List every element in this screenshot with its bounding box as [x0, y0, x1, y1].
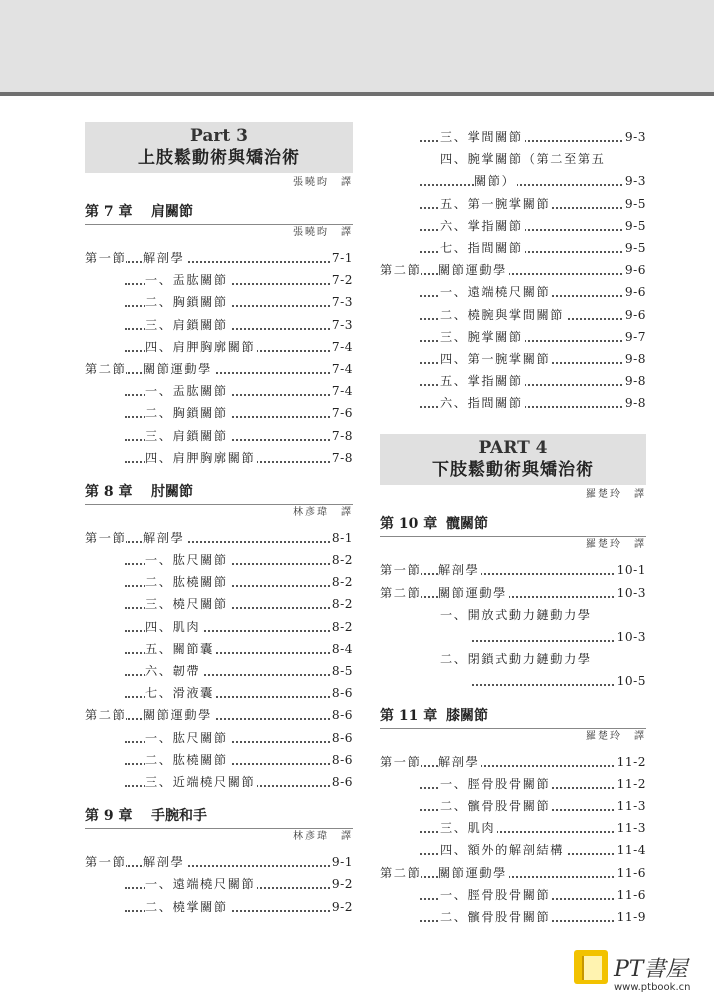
chapter-heading[interactable]	[85, 805, 353, 829]
toc-item[interactable]	[85, 336, 353, 358]
item-title: 四、肩胛胸廓關節	[145, 336, 257, 358]
item-title: 四、額外的解剖結構	[440, 839, 566, 861]
item-title: 六、掌指關節	[440, 215, 525, 237]
page-number: 9-5	[623, 215, 646, 237]
item-title: 四、腕掌關節（第二至第五	[440, 148, 607, 170]
section-number: 第一節	[85, 527, 126, 549]
toc-item[interactable]	[85, 749, 353, 771]
toc-item[interactable]	[380, 348, 646, 370]
watermark-logo	[574, 940, 714, 1000]
toc-item[interactable]	[85, 638, 353, 660]
part-number: PART 4	[478, 438, 548, 459]
section-number: 第一節	[85, 851, 126, 873]
section-number: 第一節	[380, 559, 421, 581]
page-number: 11-3	[615, 795, 646, 817]
chapter-number: 第 7 章	[85, 204, 133, 220]
item-title: 一、脛骨股骨關節	[440, 773, 552, 795]
page-number: 11-6	[615, 862, 646, 884]
page-number: 11-6	[615, 884, 646, 906]
toc-item[interactable]	[85, 873, 353, 895]
page-number: 11-4	[615, 839, 646, 861]
toc-item[interactable]	[380, 304, 646, 326]
item-title: 四、肩胛胸廓關節	[145, 447, 257, 469]
item-title: 五、掌指關節	[440, 370, 525, 392]
toc-item[interactable]	[380, 604, 646, 626]
item-title: 三、橈尺關節	[145, 593, 230, 615]
toc-section[interactable]	[380, 862, 646, 884]
toc-item[interactable]	[380, 126, 646, 148]
page-number: 9-6	[623, 259, 646, 281]
toc-item[interactable]	[380, 906, 646, 928]
page-number: 7-6	[330, 402, 353, 424]
item-title: 三、肩鎖關節	[145, 425, 230, 447]
page-number: 8-5	[330, 660, 353, 682]
section-number: 第二節	[85, 704, 126, 726]
chapter-number: 第 10 章	[380, 516, 438, 533]
toc-item[interactable]	[85, 771, 353, 793]
page-number: 10-5	[615, 670, 646, 692]
toc-item[interactable]	[85, 593, 353, 615]
item-title: 二、髕骨股骨關節	[440, 795, 552, 817]
section-number: 第二節	[380, 582, 421, 604]
translator-credit: 羅楚玲 譯	[586, 539, 646, 551]
page-number: 9-5	[623, 193, 646, 215]
item-title: 一、盂肱關節	[145, 380, 230, 402]
page-number: 7-3	[330, 314, 353, 336]
section-title: 解剖學	[438, 751, 481, 773]
page-number: 8-4	[330, 638, 353, 660]
item-title: 五、第一腕掌關節	[440, 193, 552, 215]
item-title: 四、第一腕掌關節	[440, 348, 552, 370]
chapter-title: 手腕和手	[151, 808, 207, 825]
toc-item[interactable]	[380, 773, 646, 795]
toc-column-right	[380, 126, 646, 928]
chapter-title: 髖關節	[446, 516, 488, 533]
toc-item[interactable]	[85, 291, 353, 313]
item-title: 三、肩鎖關節	[145, 314, 230, 336]
dot-leader	[420, 184, 646, 186]
chapter-number: 第 9 章	[85, 808, 133, 825]
toc-item[interactable]	[85, 314, 353, 336]
page-number: 8-2	[330, 593, 353, 615]
section-title: 解剖學	[438, 559, 481, 581]
section-number: 第一節	[85, 247, 126, 269]
part-title: 上肢鬆動術與矯治術	[138, 148, 300, 168]
toc-item[interactable]	[85, 727, 353, 749]
item-title: 七、滑液囊	[145, 682, 216, 704]
part-number: Part 3	[190, 126, 248, 146]
toc-item[interactable]	[380, 215, 646, 237]
item-title: 三、掌間關節	[440, 126, 525, 148]
toc-item[interactable]	[380, 839, 646, 861]
page-number: 9-8	[623, 370, 646, 392]
page-number: 9-8	[623, 348, 646, 370]
page-number: 10-3	[615, 626, 646, 648]
toc-item-continued[interactable]	[380, 626, 646, 648]
page-number: 9-5	[623, 237, 646, 259]
page-number: 9-6	[623, 304, 646, 326]
item-title: 二、肱橈關節	[145, 571, 230, 593]
item-title: 一、盂肱關節	[145, 269, 230, 291]
page-number: 8-2	[330, 549, 353, 571]
item-title: 二、橈腕與掌間關節	[440, 304, 566, 326]
chapter-heading[interactable]	[85, 481, 353, 505]
item-title: 三、近端橈尺關節	[145, 771, 257, 793]
toc-item[interactable]	[380, 392, 646, 414]
section-title: 解剖學	[143, 247, 186, 269]
toc-item-continued[interactable]	[380, 670, 646, 692]
page-number: 8-2	[330, 616, 353, 638]
translator-credit: 張曉昀 譯	[293, 227, 353, 238]
toc-item[interactable]	[380, 884, 646, 906]
header-band	[0, 0, 714, 96]
chapter-number: 第 8 章	[85, 483, 133, 500]
section-number: 第一節	[380, 751, 421, 773]
item-title: 二、閉鎖式動力鏈動力學	[440, 648, 594, 670]
page-number: 8-2	[330, 571, 353, 593]
item-title: 七、指間關節	[440, 237, 525, 259]
toc-section[interactable]	[380, 751, 646, 773]
page-number: 7-3	[330, 291, 353, 313]
toc-section[interactable]	[85, 527, 353, 549]
toc-item[interactable]	[85, 380, 353, 402]
page-number: 7-1	[330, 247, 353, 269]
toc-item[interactable]	[380, 281, 646, 303]
toc-item[interactable]	[380, 817, 646, 839]
section-title: 關節運動學	[438, 259, 509, 281]
toc-item[interactable]	[85, 660, 353, 682]
section-title: 關節運動學	[438, 582, 509, 604]
page-number: 7-4	[330, 380, 353, 402]
page-number: 11-2	[615, 773, 646, 795]
chapter-number: 第 11 章	[380, 707, 438, 724]
item-title: 二、胸鎖關節	[145, 291, 230, 313]
book-icon	[574, 950, 608, 984]
toc-item[interactable]	[85, 616, 353, 638]
chapter-title: 肘關節	[151, 483, 193, 500]
page-number: 9-2	[330, 873, 353, 895]
item-title: 三、腕掌關節	[440, 326, 525, 348]
page-number: 8-6	[330, 704, 353, 726]
page-number: 9-8	[623, 392, 646, 414]
section-title: 解剖學	[143, 851, 186, 873]
item-title: 一、脛骨股骨關節	[440, 884, 552, 906]
item-title: 六、指間關節	[440, 392, 525, 414]
item-title: 一、肱尺關節	[145, 727, 230, 749]
item-title: 關節）	[474, 170, 517, 192]
page-number: 7-8	[330, 425, 353, 447]
page-number: 8-6	[330, 749, 353, 771]
section-number: 第二節	[380, 259, 421, 281]
toc-section[interactable]	[380, 582, 646, 604]
page-number: 8-6	[330, 682, 353, 704]
toc-section[interactable]	[85, 358, 353, 380]
toc-section[interactable]	[85, 247, 353, 269]
section-number: 第二節	[380, 862, 421, 884]
page-number: 8-1	[330, 527, 353, 549]
toc-item[interactable]	[380, 326, 646, 348]
section-title: 關節運動學	[438, 862, 509, 884]
page-number: 9-3	[623, 126, 646, 148]
section-title: 關節運動學	[143, 704, 214, 726]
page-number: 8-6	[330, 727, 353, 749]
item-title: 一、開放式動力鏈動力學	[440, 604, 594, 626]
toc-item[interactable]	[85, 571, 353, 593]
logo-url: www.ptbook.cn	[614, 982, 691, 993]
page-number: 10-3	[615, 582, 646, 604]
toc-section[interactable]	[380, 259, 646, 281]
toc-section[interactable]	[380, 559, 646, 581]
chapter-heading[interactable]	[380, 705, 646, 729]
item-title: 一、遠端橈尺關節	[145, 873, 257, 895]
page-number: 7-4	[330, 336, 353, 358]
item-title: 二、胸鎖關節	[145, 402, 230, 424]
toc-item[interactable]	[380, 370, 646, 392]
page-number: 7-2	[330, 269, 353, 291]
toc-item[interactable]	[380, 648, 646, 670]
toc-item[interactable]	[380, 148, 646, 170]
item-title: 一、遠端橈尺關節	[440, 281, 552, 303]
part-heading	[380, 434, 646, 485]
part-heading	[85, 122, 353, 173]
page-number: 7-4	[330, 358, 353, 380]
item-title: 五、關節囊	[145, 638, 216, 660]
toc-item[interactable]	[85, 425, 353, 447]
section-title: 解剖學	[143, 527, 186, 549]
translator-credit: 羅楚玲 譯	[586, 489, 646, 501]
page-number: 10-1	[615, 559, 646, 581]
item-title: 二、髕骨股骨關節	[440, 906, 552, 928]
toc-section[interactable]	[85, 851, 353, 873]
page-number: 9-3	[623, 170, 646, 192]
chapter-heading[interactable]	[85, 201, 353, 225]
item-title: 一、肱尺關節	[145, 549, 230, 571]
item-title: 二、肱橈關節	[145, 749, 230, 771]
toc-item[interactable]	[85, 682, 353, 704]
page-number: 11-2	[615, 751, 646, 773]
page-number: 9-2	[330, 896, 353, 918]
toc-item-continued[interactable]	[380, 170, 646, 192]
translator-credit: 羅楚玲 譯	[586, 730, 646, 742]
toc-item[interactable]	[85, 447, 353, 469]
item-title: 四、肌肉	[145, 616, 202, 638]
page-number: 11-3	[615, 817, 646, 839]
toc-item[interactable]	[85, 896, 353, 918]
translator-credit: 林彥瑋 譯	[293, 831, 353, 843]
section-title: 關節運動學	[143, 358, 214, 380]
page-number: 11-9	[615, 906, 646, 928]
chapter-heading[interactable]	[380, 513, 646, 537]
translator-credit: 林彥瑋 譯	[293, 506, 353, 518]
item-title: 三、肌肉	[440, 817, 497, 839]
toc-item[interactable]	[85, 269, 353, 291]
page-number: 9-6	[623, 281, 646, 303]
toc-item[interactable]	[380, 193, 646, 215]
page-number: 8-6	[330, 771, 353, 793]
toc-item[interactable]	[380, 795, 646, 817]
page-number: 9-7	[623, 326, 646, 348]
part-title: 下肢鬆動術與矯治術	[432, 460, 594, 481]
toc-item[interactable]	[380, 237, 646, 259]
toc-column-left	[85, 122, 353, 918]
chapter-title: 肩關節	[151, 204, 193, 220]
page-number: 7-8	[330, 447, 353, 469]
section-number: 第二節	[85, 358, 126, 380]
item-title: 六、韌帶	[145, 660, 202, 682]
item-title: 二、橈掌關節	[145, 896, 230, 918]
toc-item[interactable]	[85, 549, 353, 571]
toc-section[interactable]	[85, 704, 353, 726]
toc-item[interactable]	[85, 402, 353, 424]
translator-credit: 張曉昀 譯	[293, 177, 353, 188]
chapter-title: 膝關節	[446, 707, 488, 724]
page-number: 9-1	[330, 851, 353, 873]
logo-brand: PT書屋	[614, 957, 688, 982]
